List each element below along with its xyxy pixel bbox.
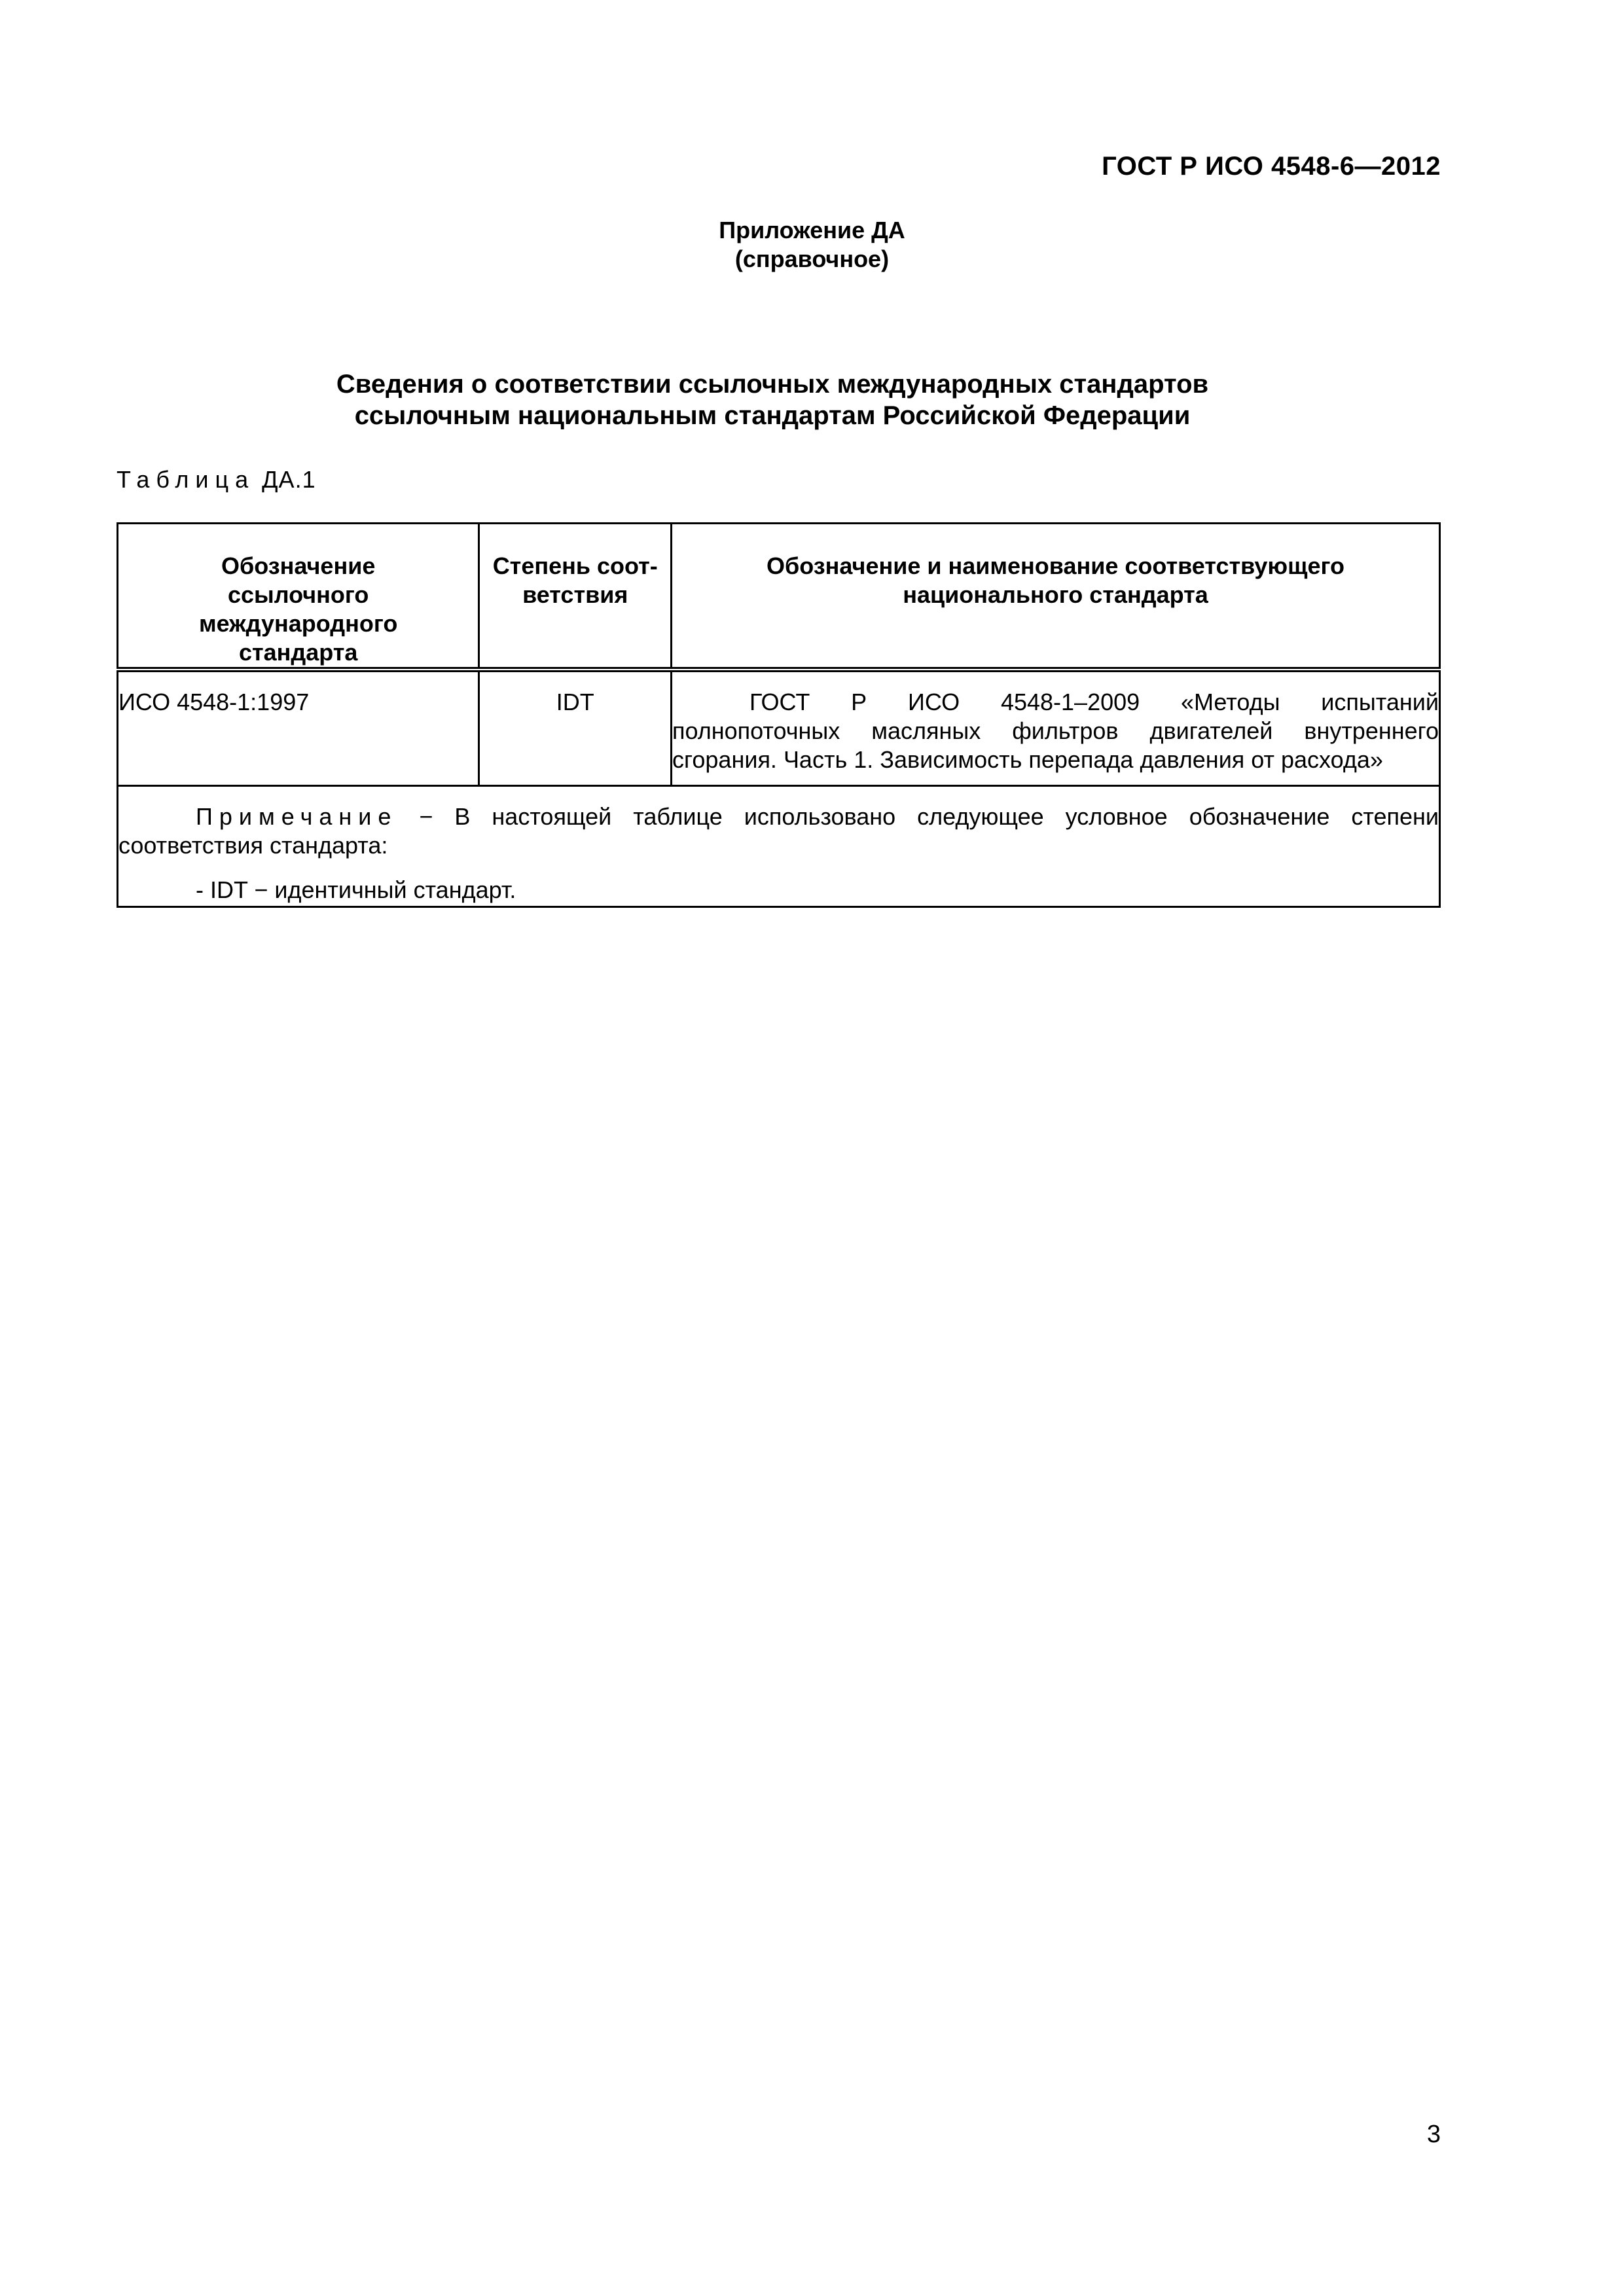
table-header-row [118,524,1440,670]
note-item [118,860,1439,906]
document-code: ГОСТ Р ИСО 4548-6—2012 [1102,152,1441,181]
cell-national-standard [672,670,1440,786]
table-caption [117,466,316,493]
note-label: Примечание [196,803,398,830]
annex-subtitle: (справочное) [734,245,890,272]
correspondence-table [117,522,1441,908]
note-text [118,802,1439,860]
section-title [0,368,1545,431]
header-col1-line: Обозначение [221,552,376,579]
header-col3-line: Обозначение и наименование соответствующего [767,552,1345,579]
table-caption-number: ДА.1 [262,466,316,493]
section-title-line1: Сведения о соответствии ссылочных международных стандартов [336,370,1209,399]
cell-degree: IDT [479,670,672,786]
table-row [118,670,1440,786]
note-item-text: - IDT − идентичный стандарт. [196,876,516,903]
header-national-standard [672,524,1440,670]
header-col1-line: международного [198,610,398,637]
header-col2-line: ветствия [522,581,628,608]
annex-title: Приложение ДА [719,217,905,243]
header-degree [479,524,672,670]
section-title-line2: ссылочным национальным стандартам Российской Федерации [354,401,1191,430]
note-body: − В настоящей таблице использовано следующее условное обозначение степени соответствия стандарта: [118,803,1439,859]
national-standard-text: ГОСТ Р ИСО 4548-1–2009 «Методы испытаний полнопоточных масляных фильтров двигателей внутреннего сгорания. Часть 1. Зависимость перепада давления от расхода» [672,689,1439,773]
cell-international-standard: ИСО 4548-1:1997 [118,670,479,786]
header-international-standard [118,524,479,670]
table-note [118,786,1440,907]
header-col2-line: Степень соот- [492,552,658,579]
annex-heading [0,216,1624,274]
header-col1-line: ссылочного [227,581,369,608]
header-col1-line: стандарта [238,639,358,666]
page-number: 3 [1426,2121,1441,2148]
table-caption-label: Таблица [117,466,255,493]
table-note-row [118,786,1440,907]
header-col3-line: национального стандарта [903,581,1208,608]
